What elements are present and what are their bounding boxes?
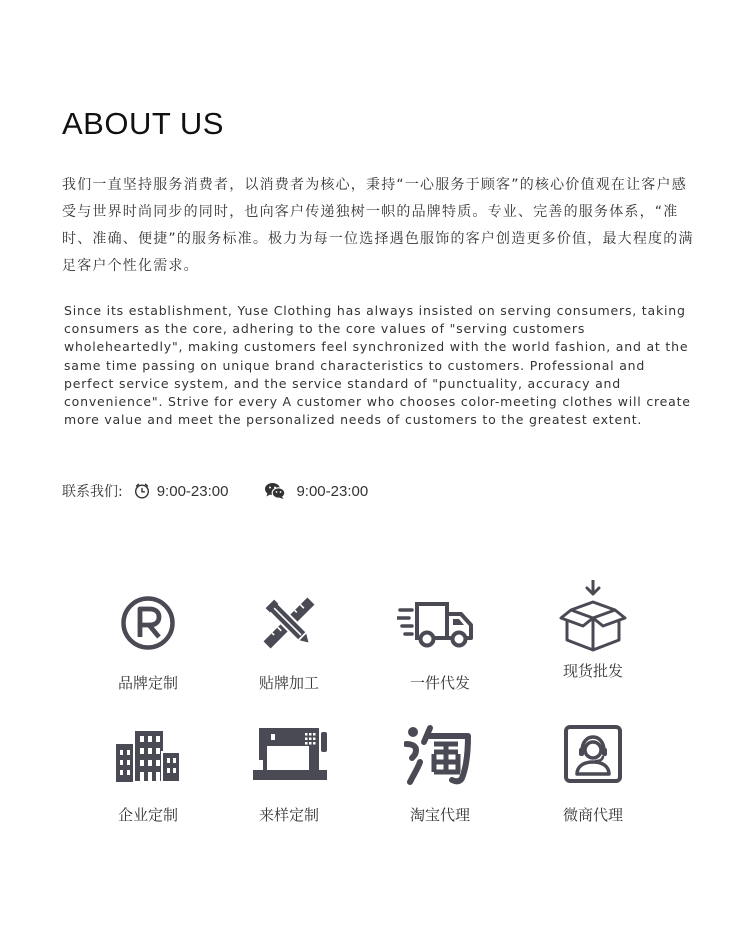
office-building-icon xyxy=(112,724,184,786)
taobao-icon xyxy=(404,724,476,786)
page-title: ABOUT US xyxy=(62,106,224,141)
delivery-truck-icon xyxy=(397,592,483,654)
sewing-machine-icon xyxy=(249,724,329,786)
service-oem-processing xyxy=(219,592,359,693)
about-chinese-paragraph: 我们一直坚持服务消费者，以消费者为核心，秉持“一心服务于顾客”的核心价值观在让客户感受与世界时尚同步的同时，也向客户传递独树一帜的品牌特质。专业、完善的服务体系，“准时、准确、便捷”的服务标准。极力为每一位选择遇色服饰的客户创造更多价值，最大程度的满足客户个性化需求。 xyxy=(62,177,694,274)
customer-service-icon xyxy=(557,724,629,786)
service-label: 企业定制 xyxy=(117,806,178,824)
contact-label: 联系我们: xyxy=(62,484,123,500)
service-label: 现货批发 xyxy=(562,662,623,680)
wechat-time: 9:00-23:00 xyxy=(296,482,369,500)
pencil-ruler-icon xyxy=(253,592,325,654)
registered-trademark-icon xyxy=(112,592,184,654)
about-english-paragraph: Since its establishment, Yuse Clothing has always insisted on serving consumers, taking consumers as the core, adhering to the core values of "serving customers wholeheartedly", making customers feel synchronized with the world fashion, and at the same time passing on unique brand characteristics to customers. Professional and perfect service system, and the service standard of "punctuality, accuracy and convenience". Strive for every A customer who chooses color-meeting clothes will create more value and meet the personalized needs of customers to the greatest extent. xyxy=(64,303,691,428)
service-label: 贴牌加工 xyxy=(258,674,319,692)
service-label: 一件代发 xyxy=(409,674,470,692)
open-box-icon xyxy=(557,580,629,654)
service-taobao-agent xyxy=(370,724,510,825)
service-label: 微商代理 xyxy=(562,806,623,824)
service-label: 淘宝代理 xyxy=(409,806,470,824)
service-wechat-business-agent xyxy=(523,724,663,825)
service-dropshipping xyxy=(370,592,510,693)
service-enterprise-customization xyxy=(78,724,218,825)
service-brand-customization xyxy=(78,592,218,693)
service-label: 品牌定制 xyxy=(117,674,178,692)
service-label: 来样定制 xyxy=(258,806,319,824)
service-stock-wholesale xyxy=(523,580,663,681)
service-sample-customization xyxy=(219,724,359,825)
clock-time: 9:00-23:00 xyxy=(156,482,229,500)
